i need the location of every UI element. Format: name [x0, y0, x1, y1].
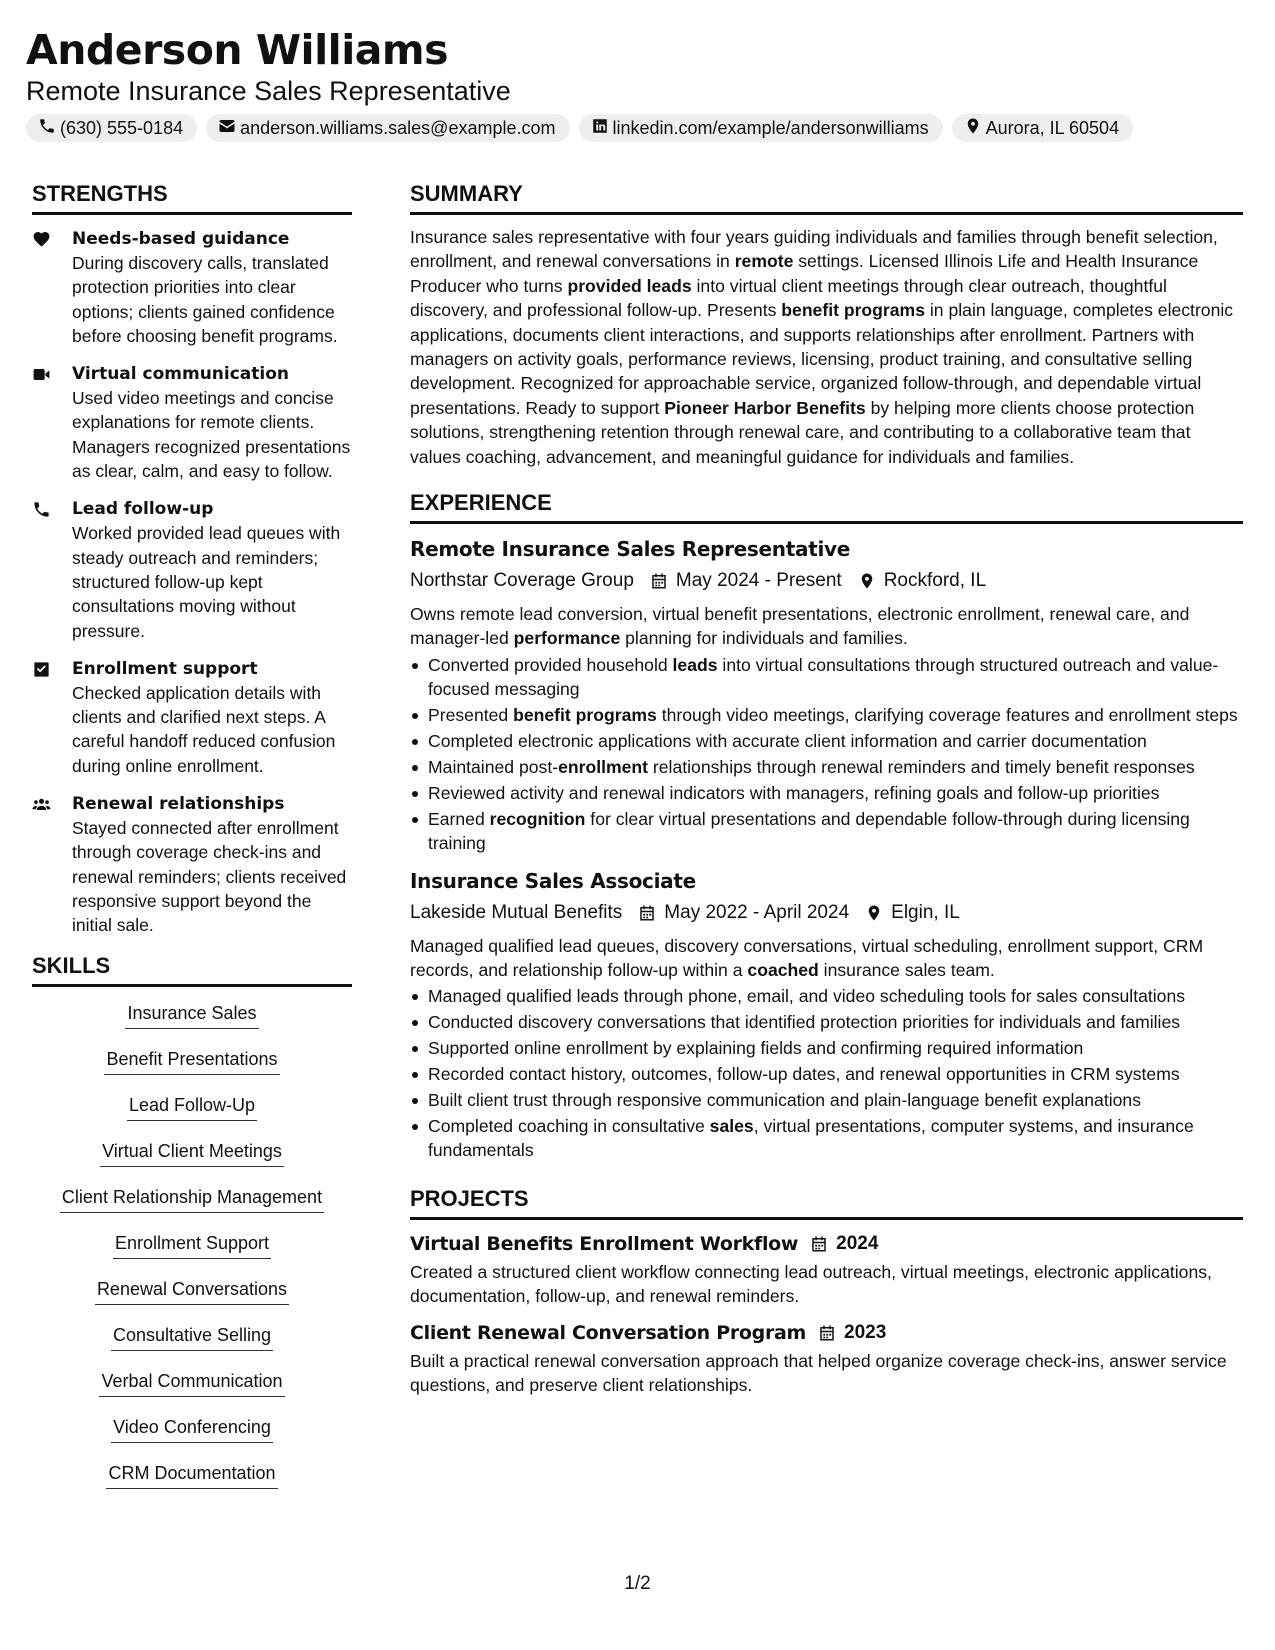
phone-icon	[32, 497, 72, 642]
map-pin-icon	[858, 572, 876, 590]
strength-description: Worked provided lead queues with steady outreach and reminders; structured follow-up kept consultations moving without pressure.	[72, 523, 341, 641]
linkedin-icon	[591, 117, 609, 140]
users-icon	[32, 792, 72, 937]
strength-title: Enrollment support	[72, 658, 258, 679]
skill-tag: Insurance Sales	[125, 1001, 258, 1029]
contact-phone[interactable]	[26, 114, 197, 142]
job-dates: May 2022 - April 2024	[664, 901, 850, 923]
project-description: Built a practical renewal conversation approach that helped organize coverage check-ins, answer service questions, and preserve client relationships.	[410, 1350, 1227, 1395]
contact-email-text: anderson.williams.sales@example.com	[240, 117, 556, 138]
job-description: Owns remote lead conversion, virtual benefit presentations, electronic enrollment, renewal care, and manager-led performance planning for individuals and families.	[410, 604, 1190, 649]
strength-item	[32, 362, 352, 483]
job-location: Rockford, IL	[883, 570, 987, 592]
strength-description: Used video meetings and concise explanations for remote clients. Managers recognized presentations as clear, calm, and easy to follow.	[72, 388, 351, 482]
project-year: 2023	[844, 1321, 887, 1343]
strength-item	[32, 657, 352, 778]
projects-section	[410, 1185, 1243, 1398]
summary-heading: SUMMARY	[410, 180, 1243, 215]
company-name: Northstar Coverage Group	[410, 570, 634, 592]
job-description: Managed qualified lead queues, discovery conversations, virtual scheduling, enrollment support, CRM records, and relationship follow-up within a coached insurance sales team.	[410, 935, 1204, 981]
job-bullet: Supported online enrollment by explaining fields and confirming required information	[410, 1036, 1243, 1060]
strengths-list	[32, 227, 352, 938]
left-column	[32, 180, 352, 1507]
project-title: Virtual Benefits Enrollment Workflow	[410, 1232, 799, 1255]
job-bullets	[410, 984, 1243, 1162]
skill-tag: CRM Documentation	[106, 1461, 277, 1489]
job-bullet: Presented benefit programs through video meetings, clarifying coverage features and enrollment steps	[410, 703, 1243, 727]
strengths-section	[32, 180, 352, 938]
strength-title: Renewal relationships	[72, 794, 285, 815]
strength-item	[32, 227, 352, 348]
skills-list	[32, 1001, 352, 1507]
envelope-icon	[218, 117, 236, 140]
skill-tag: Client Relationship Management	[60, 1185, 324, 1213]
job-title: Remote Insurance Sales Representative	[410, 537, 851, 562]
job-bullet: Completed coaching in consultative sales, virtual presentations, computer systems, and insurance fundamentals	[410, 1114, 1243, 1163]
job-bullet: Recorded contact history, outcomes, follow-up dates, and renewal opportunities in CRM systems	[410, 1062, 1243, 1086]
job-location: Elgin, IL	[891, 901, 960, 923]
job-bullets	[410, 653, 1243, 856]
strength-description: Checked application details with clients and clarified next steps. A careful handoff reduced confusion during online enrollment.	[72, 682, 336, 776]
job-bullet: Conducted discovery conversations that identified protection priorities for individuals and families	[410, 1010, 1243, 1034]
skills-section	[32, 952, 352, 1507]
project-entry	[410, 1230, 1243, 1309]
project-title: Client Renewal Conversation Program	[410, 1321, 807, 1344]
strength-item	[32, 792, 352, 937]
strength-item	[32, 497, 352, 642]
job-meta	[410, 898, 1243, 928]
skills-heading: SKILLS	[32, 952, 352, 987]
skill-tag: Video Conferencing	[111, 1415, 273, 1443]
strength-title: Lead follow-up	[72, 499, 214, 520]
job-dates: May 2024 - Present	[675, 570, 842, 592]
project-year: 2024	[836, 1232, 879, 1254]
strength-description: During discovery calls, translated protection priorities into clear options; clients gained confidence before choosing benefit programs.	[72, 253, 338, 346]
job-meta	[410, 566, 1243, 596]
map-pin-icon	[865, 904, 883, 922]
contact-phone-text: (630) 555-0184	[60, 117, 184, 138]
skill-tag: Lead Follow-Up	[127, 1093, 257, 1121]
project-entry	[410, 1319, 1243, 1398]
strength-title: Needs-based guidance	[72, 229, 290, 249]
skill-tag: Benefit Presentations	[104, 1047, 279, 1075]
job-bullet: Converted provided household leads into virtual consultations through structured outreach and value-focused messaging	[410, 653, 1243, 702]
summary-text: Insurance sales representative with four years guiding individuals and families through benefit selection, enrollment, and renewal conversations in remote settings. Licensed Illinois Life and Health Insurance Producer who turns provided leads into virtual client meetings through clear outreach, thoughtful discovery, and professional follow-up. Presents benefit programs in plain language, completes electronic applications, documents client interactions, and supports relationships after enrollment. Partners with managers on activity goals, performance reviews, licensing, product training, and consultative selling development. Recognized for approachable service, organized follow-through, and dependable virtual presentations. Ready to support Pioneer Harbor Benefits by helping more clients choose protection solutions, strengthening retention through renewal care, and contributing to a collaborative team that values coaching, advancement, and meaningful guidance for individuals and families.	[410, 227, 1234, 467]
skill-tag: Verbal Communication	[99, 1369, 284, 1397]
job-entry	[410, 534, 1243, 856]
project-description: Created a structured client workflow connecting lead outreach, virtual meetings, electronic applications, documentation, follow-up, and renewal reminders.	[410, 1261, 1212, 1307]
skill-tag: Consultative Selling	[111, 1323, 273, 1351]
calendar-icon	[638, 904, 656, 922]
job-bullet: Managed qualified leads through phone, email, and video scheduling tools for sales consultations	[410, 984, 1243, 1008]
summary-section	[410, 180, 1243, 469]
job-bullet: Reviewed activity and renewal indicators with managers, refining goals and follow-up priorities	[410, 781, 1243, 805]
strengths-heading: STRENGTHS	[32, 180, 352, 215]
candidate-title: Remote Insurance Sales Representative	[26, 76, 511, 106]
contact-location[interactable]	[952, 114, 1133, 142]
strength-description: Stayed connected after enrollment through coverage check-ins and renewal reminders; clients received responsive support beyond the initial sale.	[72, 818, 347, 936]
job-title: Insurance Sales Associate	[410, 868, 696, 893]
contact-bar	[26, 114, 1249, 142]
job-bullet: Completed electronic applications with accurate client information and carrier documentation	[410, 729, 1243, 753]
job-bullet: Maintained post-enrollment relationships through renewal reminders and timely benefit responses	[410, 755, 1243, 779]
skill-tag: Renewal Conversations	[95, 1277, 289, 1305]
video-camera-icon	[32, 362, 72, 483]
phone-icon	[38, 117, 56, 140]
resume-header	[26, 24, 1249, 142]
page-number: 1/2	[624, 1573, 651, 1594]
checkbox-icon	[32, 657, 72, 778]
map-pin-icon	[964, 117, 982, 140]
company-name: Lakeside Mutual Benefits	[410, 901, 623, 923]
skill-tag: Enrollment Support	[113, 1231, 271, 1259]
projects-heading: PROJECTS	[410, 1185, 1243, 1220]
calendar-icon	[810, 1235, 828, 1253]
experience-heading: EXPERIENCE	[410, 489, 1243, 524]
skill-tag: Virtual Client Meetings	[100, 1139, 284, 1167]
right-column	[410, 180, 1243, 1397]
experience-section	[410, 489, 1243, 1163]
calendar-icon	[818, 1324, 836, 1342]
contact-email[interactable]	[206, 114, 569, 142]
calendar-icon	[650, 572, 668, 590]
heart-icon	[32, 227, 72, 348]
contact-linkedin[interactable]	[579, 114, 943, 142]
candidate-name: Anderson Williams	[26, 26, 449, 74]
job-bullet: Built client trust through responsive communication and plain-language benefit explanations	[410, 1088, 1243, 1112]
strength-title: Virtual communication	[72, 364, 290, 385]
job-entry	[410, 866, 1243, 1163]
contact-linkedin-text: linkedin.com/example/andersonwilliams	[612, 117, 929, 138]
job-bullet: Earned recognition for clear virtual presentations and dependable follow-through during licensing training	[410, 807, 1243, 856]
contact-location-text: Aurora, IL 60504	[985, 117, 1120, 138]
